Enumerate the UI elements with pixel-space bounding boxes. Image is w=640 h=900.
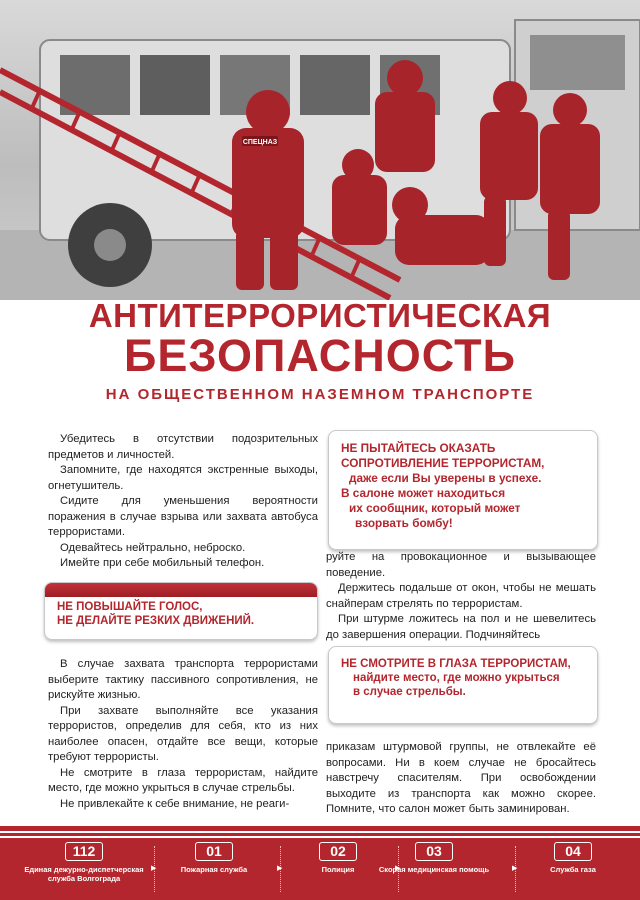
- service-label: Полиция: [321, 865, 355, 874]
- service-number: 02: [319, 842, 357, 861]
- service-label: Пожарная служба: [180, 865, 248, 874]
- warning-text: НЕ СМОТРИТЕ В ГЛАЗА ТЕРРОРИСТАМ,: [341, 658, 571, 670]
- paragraph: приказам штурмовой группы, не отвлекайте её вопросами. Ни в коем случае не бросайтесь навстречу спасителям. При освобождении выходите из транспорта как можно скорее. Помните, что салон может быть заминирован.: [326, 741, 596, 815]
- service-number: 03: [415, 842, 453, 861]
- paragraph: Имейте при себе мобильный телефон.: [60, 557, 265, 569]
- bus-window: [300, 55, 370, 115]
- truck-window: [530, 35, 625, 90]
- footer-separator: [515, 846, 516, 892]
- right-column-mid: [326, 550, 596, 643]
- emergency-footer: [0, 826, 640, 900]
- warning-box-resistance: [328, 430, 598, 550]
- paragraph: Убедитесь в отсутствии подозрительных предметов и личностей.: [48, 433, 318, 461]
- page-title-line1: АНТИТЕРРОРИСТИЧЕСКАЯ: [88, 297, 552, 334]
- hero-photo: [0, 0, 640, 300]
- warning-text: даже если Вы уверены в успехе.: [349, 471, 542, 485]
- left-column-bottom: [48, 657, 318, 812]
- hero-photo-illustration: [0, 0, 640, 300]
- service-number: 112: [65, 842, 103, 861]
- warning-text: их сообщник, который может: [349, 501, 521, 515]
- service-label: Единая дежурно-диспетчерская служба Волгограда: [24, 865, 144, 883]
- service-label: Служба газа: [550, 865, 596, 874]
- warning-box-voice: [44, 582, 318, 640]
- service-number: 01: [195, 842, 233, 861]
- page-subtitle: НА ОБЩЕСТВЕННОМ НАЗЕМНОМ ТРАНСПОРТЕ: [105, 386, 535, 403]
- paragraph: руйте на провокационное и вызывающее поведение.: [326, 551, 596, 579]
- right-column-bottom: [326, 740, 596, 818]
- warning-text: В салоне может находиться: [341, 486, 506, 500]
- warning-box-eyes: [328, 646, 598, 724]
- bus-wheel-hub: [94, 229, 126, 261]
- paragraph: При захвате выполняйте все указания террористов, определив для себя, кто из них наиболее опасен, отдайте все вещи, которые требуют террористы.: [48, 704, 318, 763]
- spetsnaz-patch-text: СПЕЦНАЗ: [242, 139, 278, 146]
- left-column-top: [48, 432, 318, 572]
- service-112: [20, 842, 148, 883]
- warning-text: НЕ ПЫТАЙТЕСЬ ОКАЗАТЬ: [341, 441, 496, 455]
- paragraph: Не смотрите в глаза террористам, найдите место, где можно укрыться в случае стрельбы.: [48, 766, 318, 794]
- service-label: Скорая медицинская помощь: [378, 865, 490, 874]
- paragraph: В случае захвата транспорта террористами выберите тактику пассивного сопротивления, не рискуйте жизнью.: [48, 658, 318, 701]
- bus-window: [140, 55, 210, 115]
- service-04: [518, 842, 628, 874]
- warning-text: найдите место, где можно укрыться: [353, 672, 560, 684]
- page-title-line2: БЕЗОПАСНОСТЬ: [124, 330, 516, 381]
- service-03: [370, 842, 498, 874]
- footer-stripe: [0, 831, 640, 833]
- service-01: [150, 842, 278, 874]
- paragraph: Одевайтесь нейтрально, неброско.: [60, 541, 246, 554]
- warning-text: СОПРОТИВЛЕНИЕ ТЕРРОРИСТАМ,: [341, 456, 545, 470]
- warning-text: НЕ ПОВЫШАЙТЕ ГОЛОС,: [57, 601, 203, 613]
- paragraph: Не привлекайте к себе внимание, не реаги-: [60, 797, 290, 810]
- footer-stripe: [0, 836, 640, 838]
- paragraph: Держитесь подальше от окон, чтобы не мешать снайперам стрелять по террористам.: [326, 582, 596, 610]
- warning-text: взорвать бомбу!: [355, 516, 453, 530]
- paragraph: Сидите для уменьшения вероятности поражения в случае взрыва или захвата автобуса террористами.: [48, 495, 318, 538]
- service-number: 04: [554, 842, 592, 861]
- paragraph: При штурме ложитесь на пол и не шевелитесь до завершения операции. Подчиняйтесь: [326, 613, 596, 641]
- warning-header-bar: [45, 583, 317, 597]
- warning-text: в случае стрельбы.: [353, 686, 466, 698]
- paragraph: Запомните, где находятся экстренные выходы, огнетушитель.: [48, 464, 318, 492]
- warning-text: НЕ ДЕЛАЙТЕ РЕЗКИХ ДВИЖЕНИЙ.: [57, 615, 255, 627]
